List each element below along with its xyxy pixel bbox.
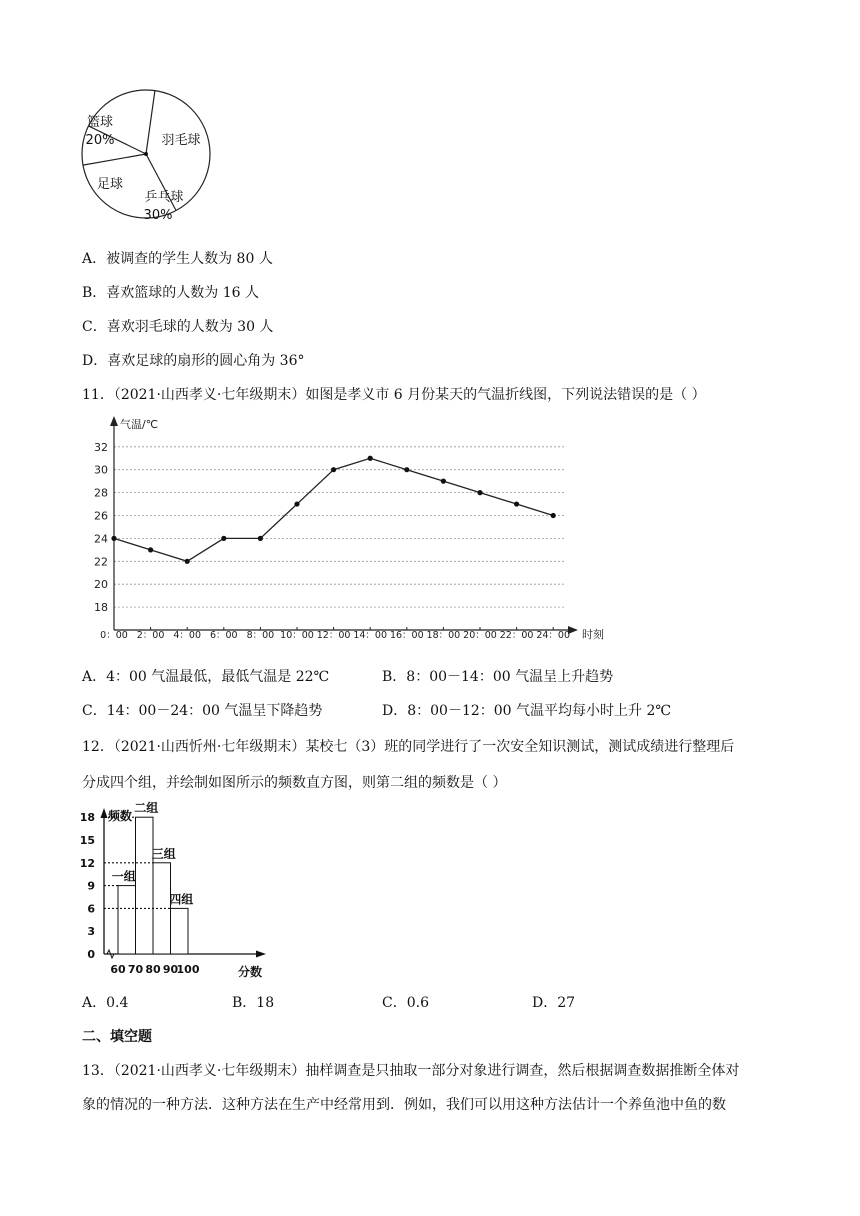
temperature-point [221, 536, 226, 541]
q12-option-a: A．0.4 [82, 995, 129, 1011]
y-tick-label: 24 [94, 532, 108, 546]
q11-option-c: C．14：00－24：00 气温呈下降趋势 [82, 703, 323, 719]
y-tick-label: 3 [87, 925, 95, 939]
x-tick-label: 90 [162, 963, 179, 976]
q12-stem-line2: 分成四个组，并绘制如图所示的频数直方图，则第二组的频数是（ ） [82, 775, 507, 791]
pie-slice-percent: 30% [143, 208, 173, 223]
y-tick-label: 15 [79, 834, 95, 847]
y-axis-label: 频数 [108, 809, 133, 823]
pie-slice-label: 篮球 [86, 115, 114, 130]
y-axis-arrow [101, 808, 108, 818]
y-tick-label: 9 [87, 879, 95, 893]
temperature-point [294, 501, 299, 506]
x-tick-label: 80 [145, 963, 161, 976]
y-tick-label: 18 [79, 811, 95, 825]
histogram-bar [118, 886, 136, 954]
y-tick-label: 0 [87, 948, 95, 961]
bar-category-label: 一组 [111, 869, 136, 884]
q10-option-d: D．喜欢足球的扇形的圆心角为 36° [82, 353, 305, 369]
histogram-bar [136, 817, 154, 954]
temperature-point [148, 547, 153, 552]
pie-slice-percent: 20% [85, 133, 115, 148]
y-tick-label: 32 [94, 440, 108, 454]
q12-stem-line1: 12．（2021·山西忻州·七年级期末）某校七（3）班的同学进行了一次安全知识测试，测试成绩进行整理后 [82, 739, 735, 755]
y-tick-label: 28 [94, 486, 108, 500]
x-tick-label: 22：00 [499, 630, 534, 641]
x-tick-label: 70 [127, 963, 144, 976]
section-title-fill-in: 二、填空题 [82, 1029, 152, 1045]
bar-category-label: 三组 [151, 846, 176, 861]
pie-slice-label: 乒乓球 [144, 190, 184, 205]
x-tick-label: 12：00 [316, 630, 351, 641]
q12-option-b: B．18 [232, 995, 275, 1011]
x-tick-label: 60 [110, 963, 126, 976]
temperature-point [404, 467, 409, 472]
q10-option-a: A．被调查的学生人数为 80 人 [82, 251, 273, 267]
y-tick-label: 12 [79, 856, 95, 870]
x-tick-label: 10：00 [280, 630, 314, 641]
q11-stem: 11．（2021·山西孝义·七年级期末）如图是孝义市 6 月份某天的气温折线图，下列说法错误的是（ ） [82, 387, 706, 403]
x-tick-label: 6：00 [209, 630, 238, 641]
y-tick-label: 26 [94, 509, 108, 523]
x-tick-label: 4：00 [173, 630, 202, 641]
x-tick-label: 100 [176, 963, 200, 976]
y-tick-label: 20 [94, 578, 108, 592]
q11-option-d: D．8：00－12：00 气温平均每小时上升 2℃ [382, 703, 672, 719]
histogram-bar [171, 908, 189, 954]
temperature-point [111, 536, 116, 541]
y-tick-label: 30 [94, 463, 108, 477]
q11-option-b: B．8：00－14：00 气温呈上升趋势 [382, 669, 614, 685]
temperature-point [514, 501, 519, 506]
temperature-point [258, 536, 263, 541]
y-axis-arrow [110, 416, 118, 426]
q13-line1: 13．（2021·山西孝义·七年级期末）抽样调查是只抽取一部分对象进行调查，然后根据调查数据推断全体对 [82, 1063, 740, 1079]
x-tick-label: 16：00 [389, 630, 424, 641]
temperature-point [185, 559, 190, 564]
temperature-series-line [114, 458, 553, 561]
q11-option-a: A．4：00 气温最低，最低气温是 22℃ [82, 669, 330, 685]
temperature-point [477, 490, 482, 495]
x-tick-label: 14：00 [353, 630, 388, 641]
temperature-point [331, 467, 336, 472]
x-tick-label: 0：00 [100, 630, 128, 641]
q13-line2: 象的情况的一种方法．这种方法在生产中经常用到．例如，我们可以用这种方法估计一个养鱼池中鱼的数 [82, 1097, 726, 1113]
y-tick-label: 18 [94, 601, 108, 615]
temperature-point [551, 513, 556, 518]
y-tick-label: 6 [87, 902, 95, 916]
pie-slice-label: 足球 [96, 177, 124, 192]
q12-option-c: C．0.6 [382, 995, 429, 1011]
q10-option-b: B．喜欢篮球的人数为 16 人 [82, 285, 260, 301]
x-tick-label: 18：00 [426, 630, 461, 641]
temperature-line-chart [80, 412, 604, 652]
temperature-point [441, 479, 446, 484]
sport-pie-chart [78, 86, 214, 222]
pie-center-dot [144, 152, 148, 156]
x-tick-label: 20：00 [463, 630, 497, 641]
bar-category-label: 四组 [169, 892, 194, 907]
q12-option-d: D．27 [532, 995, 576, 1011]
x-axis-arrow [256, 951, 266, 958]
q10-option-c: C．喜欢羽毛球的人数为 30 人 [82, 319, 274, 335]
y-axis-label: 气温/℃ [120, 418, 159, 431]
pie-slice-label: 羽毛球 [161, 133, 201, 148]
bar-category-label: 二组 [134, 801, 159, 816]
x-tick-label: 2：00 [136, 630, 165, 641]
temperature-point [368, 456, 373, 461]
x-tick-label: 24：00 [536, 630, 571, 641]
x-tick-label: 8：00 [246, 630, 275, 641]
x-axis-label: 时刻 [582, 628, 604, 641]
x-axis-label: 分数 [238, 965, 263, 979]
y-tick-label: 22 [94, 555, 108, 569]
score-histogram [79, 801, 280, 984]
